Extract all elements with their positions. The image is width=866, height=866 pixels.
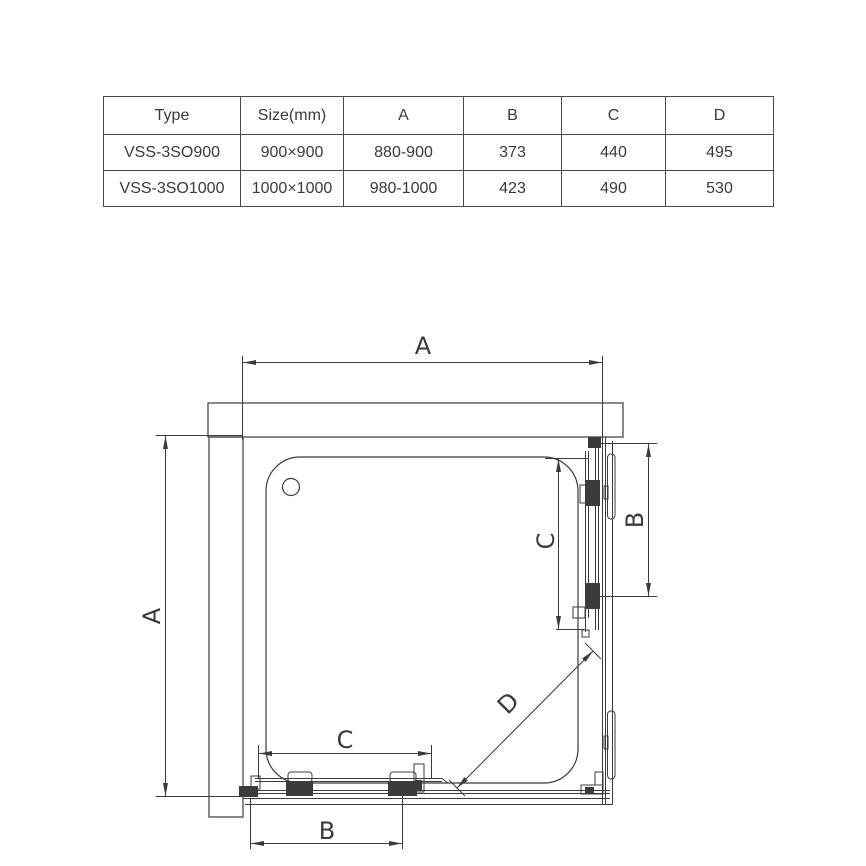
col-header-c: C	[562, 97, 666, 135]
cell-b: 373	[464, 135, 562, 171]
shower-tray	[266, 457, 578, 783]
roller-cap-2	[390, 772, 416, 782]
cell-a: 880-900	[344, 135, 464, 171]
dimension-panel-bottom	[251, 796, 403, 849]
cell-size: 1000×1000	[241, 171, 344, 207]
dim-label-b-right: B	[621, 511, 649, 529]
dim-label-d: D	[491, 686, 525, 720]
dim-label-a-top: A	[414, 332, 432, 360]
dimension-depth-left	[138, 436, 242, 797]
col-header-type: Type	[104, 97, 241, 135]
right-door-assembly	[573, 437, 615, 805]
roller-body-2	[388, 782, 417, 796]
roller-cap-1	[288, 772, 312, 782]
dimension-door-bottom	[259, 726, 432, 778]
cell-d: 495	[666, 135, 774, 171]
cell-c: 490	[562, 171, 666, 207]
cell-d: 530	[666, 171, 774, 207]
right-roller-top	[585, 480, 600, 506]
dim-label-b-bottom: B	[318, 817, 336, 845]
wall-connector	[239, 786, 258, 797]
tray-outline	[266, 457, 578, 783]
cell-c: 440	[562, 135, 666, 171]
dim-label-a-left: A	[138, 607, 166, 625]
cell-a: 980-1000	[344, 171, 464, 207]
corner-post-step	[595, 772, 603, 785]
col-header-size: Size(mm)	[241, 97, 344, 135]
dimension-panel-right	[587, 444, 657, 597]
col-header-a: A	[344, 97, 464, 135]
right-bottom-bracket	[573, 607, 585, 618]
upper-handle-bar	[608, 454, 616, 519]
col-header-d: D	[666, 97, 774, 135]
drain-circle	[283, 479, 300, 496]
door-end-bracket-pad	[416, 780, 422, 790]
dim-label-c-right: C	[532, 532, 560, 550]
cell-type: VSS-3SO900	[104, 135, 241, 171]
top-wall	[208, 403, 623, 437]
bottom-door-hook	[442, 779, 448, 784]
bottom-door-assembly	[239, 764, 613, 805]
brick-walls	[208, 403, 623, 817]
cell-size: 900×900	[241, 135, 344, 171]
left-wall	[209, 437, 243, 817]
cell-b: 423	[464, 171, 562, 207]
dimension-door-right	[532, 459, 589, 630]
extension-lines	[156, 436, 242, 797]
dimension-width-top	[243, 332, 603, 440]
lower-handle-bar	[608, 711, 616, 779]
dim-label-c-bottom: C	[336, 726, 354, 754]
extension-lines	[243, 356, 603, 440]
roller-body-1	[286, 782, 313, 796]
corner-pad	[585, 787, 594, 793]
cell-type: VSS-3SO1000	[104, 171, 241, 207]
col-header-b: B	[464, 97, 562, 135]
right-top-bracket	[588, 437, 601, 448]
